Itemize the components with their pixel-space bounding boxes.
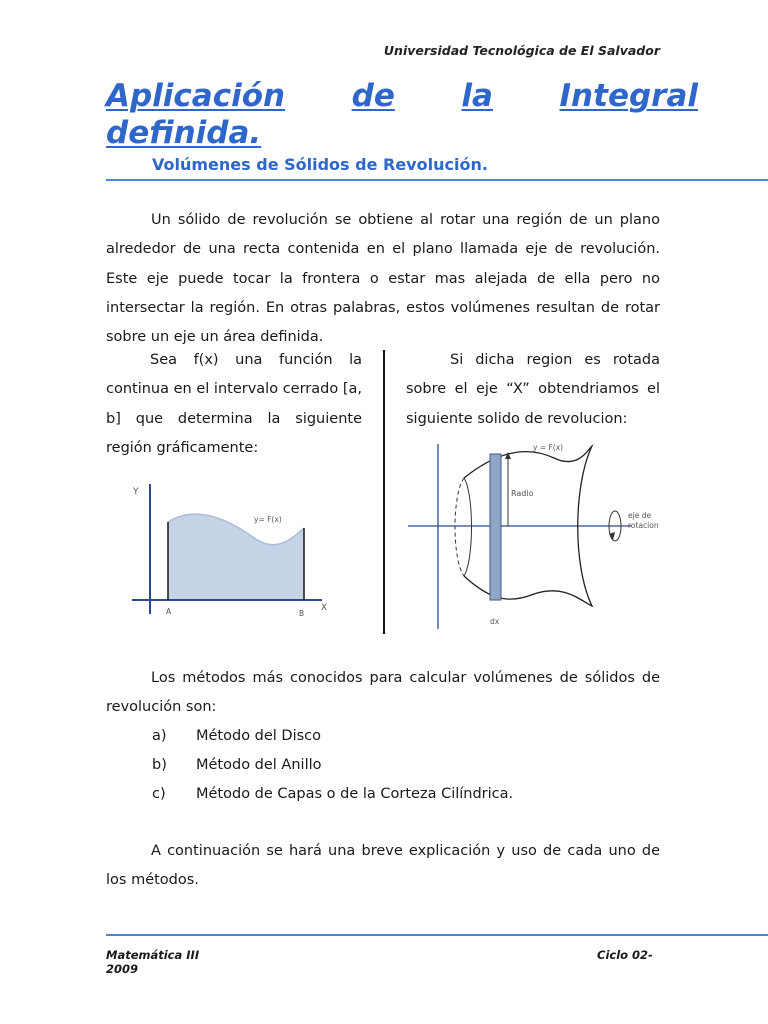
page-title-line-1	[106, 77, 698, 115]
rotation-axis-label-1: eje de	[628, 511, 652, 520]
region-graph-figure	[124, 476, 344, 632]
footer-course-name: Matemática III	[106, 948, 200, 962]
right-column-text: Si dicha region es rotada sobre el eje “X” obtendriamos el siguiente solido de revolucion:	[406, 352, 660, 427]
point-a-label: A	[166, 607, 172, 616]
list-item	[152, 784, 513, 804]
y-axis-label: Y	[133, 487, 139, 497]
page-title-line-2: definida.	[106, 115, 262, 151]
footer-divider	[106, 934, 768, 936]
university-header: Universidad Tecnológica de El Salvador	[383, 43, 660, 58]
column-divider	[383, 350, 385, 634]
left-column-text: Sea f(x) una función la continua en el intervalo cerrado [a, b] que determina la siguiente región gráficamente:	[106, 352, 362, 456]
list-item-text: Método del Disco	[196, 728, 322, 744]
title-word: la	[461, 78, 493, 114]
methods-intro-paragraph: Los métodos más conocidos para calcular volúmenes de sólidos de revolución son:	[106, 670, 660, 716]
point-b-label: B	[299, 609, 305, 618]
left-ellipse	[455, 478, 464, 576]
list-item-text: Método de Capas o de la Corteza Cilíndrica.	[196, 786, 514, 802]
list-item	[152, 726, 321, 746]
list-marker: b)	[152, 757, 167, 773]
title-word: Integral	[559, 78, 698, 114]
solid-curve-label: y = F(x)	[533, 443, 564, 452]
list-item-text: Método del Anillo	[196, 757, 322, 773]
curve-label: y= F(x)	[254, 515, 282, 524]
footer-cycle: Ciclo 02-	[597, 948, 653, 962]
dx-label: dx	[490, 617, 500, 626]
list-marker: c)	[152, 786, 166, 802]
list-marker: a)	[152, 728, 167, 744]
footer-year: 2009	[106, 962, 139, 976]
title-word: Aplicación	[106, 78, 286, 114]
disc-strip	[490, 454, 501, 600]
section-subtitle: Volúmenes de Sólidos de Revolución.	[152, 155, 488, 174]
solid-of-revolution-figure	[404, 434, 680, 634]
footer-course	[106, 948, 199, 976]
closing-paragraph: A continuación se hará una breve explicación y uso de cada uno de los métodos.	[106, 843, 660, 889]
list-item	[152, 755, 322, 775]
intro-paragraph: Un sólido de revolución se obtiene al rotar una región de un plano alrededor de una recta contenida en el plano llamada eje de revolución. Este eje puede tocar la frontera o estar mas alejada de ella pero no intersectar la región. En otras palabras, estos volúmenes resultan de rotar sobre un eje un área definida.	[106, 212, 660, 346]
title-divider	[106, 179, 768, 181]
rotation-axis-label-2: rotacion	[628, 521, 659, 530]
radius-label: Radio	[511, 489, 534, 498]
x-axis-label: X	[321, 603, 328, 613]
title-word: de	[351, 78, 395, 114]
left-ellipse-front	[464, 478, 472, 576]
